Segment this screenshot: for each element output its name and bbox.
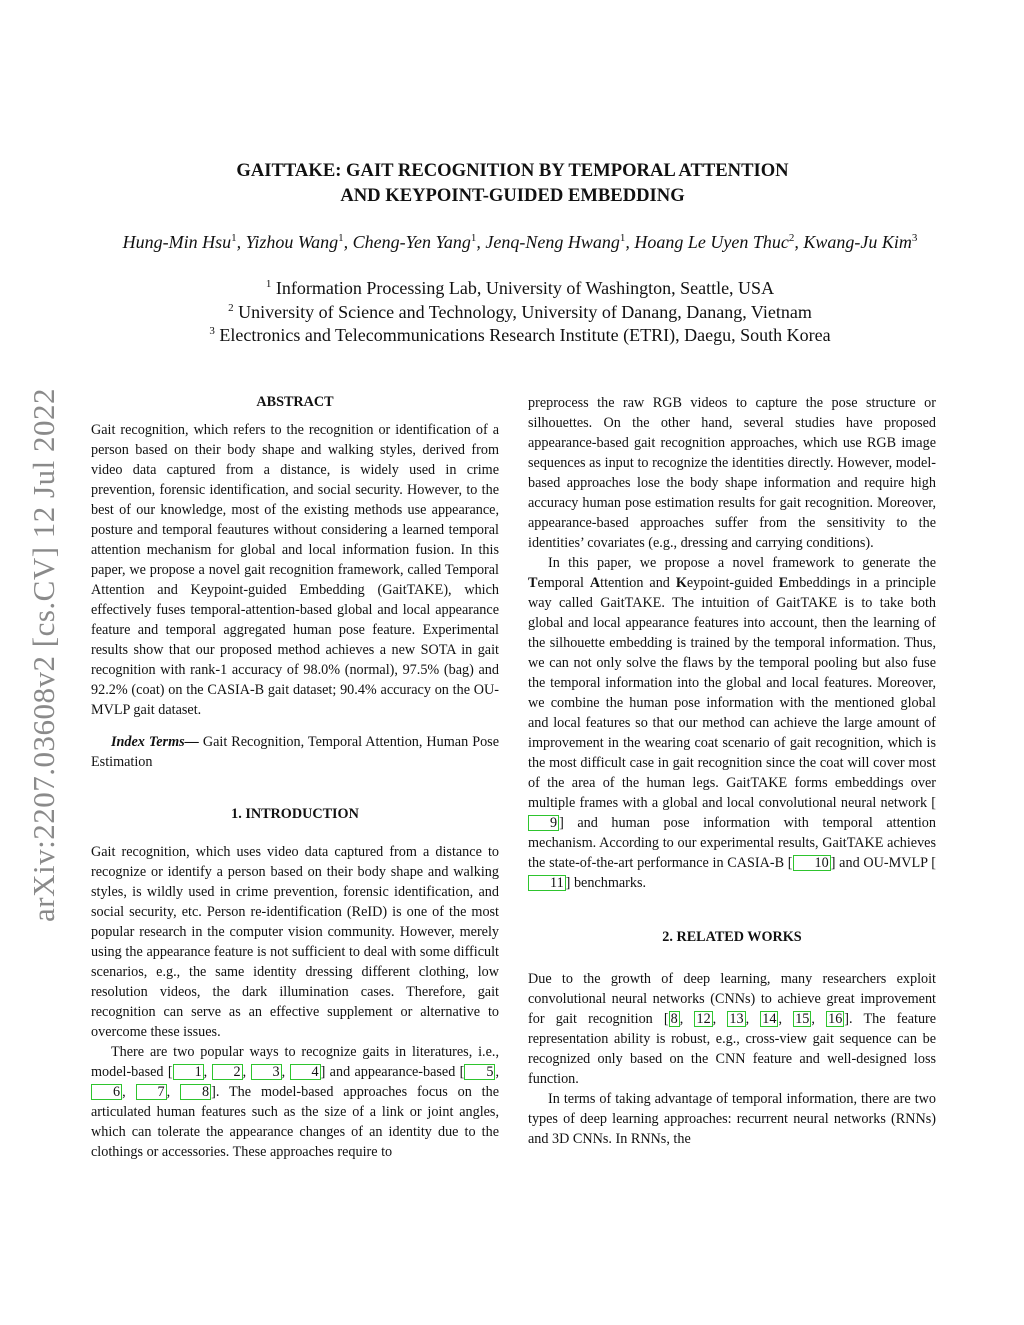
paper-title (120, 158, 905, 208)
right-column (528, 393, 936, 1149)
author-name: Jenq-Neng Hwang (485, 232, 620, 252)
citation-link[interactable]: 1 (173, 1064, 204, 1080)
introduction-heading: 1. INTRODUCTION (231, 806, 359, 822)
citation-link[interactable]: 10 (793, 855, 831, 871)
citation-link[interactable]: 16 (828, 1011, 843, 1027)
text-run: emporal (537, 575, 590, 591)
citation-link[interactable]: 2 (212, 1064, 243, 1080)
text-run: mbeddings in a principle way called GaitTAKE. The intuition of GaitTAKE is to take both global and local appearance features into account, then the learning of the silhouette embedding is trained by the temporal information. Thus, we can not only solve the flaws by the temporal pooling but also fuse the temporal information into the global and local features. Moreover, we combine the human pose information with the mentioned global and local features so that our method can achieve the large amount of improvement in the wearing coat scenario of gait recognition, which is the most difficult case in gait recognition since the coat will cover most of the area of the human legs. GaitTAKE forms embeddings over multiple frames with a global and local convolutional neural network [ (528, 575, 936, 811)
affiliation-number: 1 (265, 278, 272, 290)
author-affiliation-mark: 3 (911, 232, 918, 244)
citation-link[interactable]: 14 (762, 1011, 777, 1027)
author-name: Hung-Min Hsu (122, 232, 232, 252)
intro-paragraph-4 (528, 553, 936, 893)
affiliation-text: Information Processing Lab, University of Washington, Seattle, USA (275, 278, 775, 298)
text-run: ] and OU-MVLP [ (830, 855, 936, 871)
index-terms (91, 732, 499, 772)
arxiv-sidebar (22, 365, 66, 945)
text-run: ttention and (600, 575, 676, 591)
citation-link[interactable]: 15 (795, 1011, 810, 1027)
intro-paragraph-1: Gait recognition, which uses video data captured from a distance to recognize or identify a person based on their body shape and walking styles, is wildly used in crime prevention, forensic identification, and social security, etc. Person re-identification (ReID) is one of the most popular research in the computer vision community. However, merely using the appearance feature is not sufficient to deal with some difficult scenarios, e.g., the same identity dressing different clothing, low resolution videos, the dark illumination cases. Therefore, gait recognition can serve as an effective supplement or alternative to overcome these issues. (91, 844, 499, 1040)
citation-link[interactable]: 5 (464, 1064, 495, 1080)
citation-link[interactable]: 4 (290, 1064, 321, 1080)
left-column (91, 390, 499, 1162)
affiliation (80, 324, 960, 348)
citation-link[interactable]: 12 (696, 1011, 711, 1027)
affiliation-number: 2 (228, 301, 234, 314)
affiliation-text: University of Science and Technology, University of Danang, Danang, Vietnam (238, 301, 812, 322)
index-terms-text: Gait Recognition, Temporal Attention, Human Pose Estimation (91, 734, 500, 770)
affiliation-text: Electronics and Telecommunications Research Institute (ETRI), Daegu, South Korea (219, 325, 831, 345)
author-affiliation-mark: 1 (470, 232, 477, 244)
text-run: Due to the growth of deep learning, many researchers exploit convolutional neural networks (CNNs) to achieve great improvement for gait recognition [ (528, 971, 936, 1027)
author-name: Hoang Le Uyen Thuc (634, 232, 789, 252)
index-terms-label: Index Terms— (111, 734, 199, 750)
acronym-letter: T (528, 575, 538, 591)
acronym-letter: A (589, 575, 601, 591)
affiliation (80, 301, 960, 325)
text-run: ]. The model-based approaches focus on the articulated human features such as the size of a link or joint angles, which can tolerate the appearance changes of an identity due to the clothings or accessories. These approaches require to (91, 1084, 499, 1160)
acronym-letter: E (778, 575, 789, 591)
text-run: There are two popular ways to recognize gaits in literatures, i.e., model-based [ (91, 1044, 499, 1080)
related-works-heading: 2. RELATED WORKS (662, 929, 802, 945)
author-name: Kwang-Ju Kim (803, 232, 912, 252)
acronym-letter: K (675, 575, 687, 591)
author-affiliation-mark: 2 (788, 232, 795, 244)
arxiv-identifier: arXiv:2207.03608v2 [cs.CV] 12 Jul 2022 (26, 388, 61, 922)
text-run: ] and human pose information with temporal attention mechanism. According to our experimental results, GaitTAKE achieves the state-of-the-art performance in CASIA-B [ (528, 815, 936, 871)
affiliation (80, 277, 960, 301)
intro-paragraph-2: There are two popular ways to recognize gaits in literatures, i.e., model-based [ 1 , 2 , 3 , 4 ] and appearance-based [ 5 , 6 , 7 , 8 ]. The model-based approaches focus on the articulated human features such as the size of a link or joint angles, which can tolerate the appearance changes of an identity due to the clothings or accessories. These approaches require to (91, 1044, 500, 1160)
citation-link[interactable]: 9 (528, 815, 559, 831)
text-run: eypoint-guided (686, 575, 779, 591)
citation-link[interactable]: 8 (670, 1011, 678, 1027)
text-run: ] benchmarks. (565, 875, 647, 891)
citation-link[interactable]: 6 (91, 1084, 122, 1100)
author-affiliation-mark: 1 (619, 232, 626, 244)
citation-link[interactable]: 13 (729, 1011, 744, 1027)
author-name: Cheng-Yen Yang (352, 232, 471, 252)
related-paragraph-1: Due to the growth of deep learning, many researchers exploit convolutional neural networks (CNNs) to achieve great improvement for gait recognition [ 8 , 12 , 13 , 14 , 15 , 16 ]. The feature representation ability is robust, e.g., cross-view gait sequence can be recognized only based on the CNN feature and well-designed loss function. (528, 971, 937, 1087)
citation-link[interactable]: 11 (528, 875, 566, 891)
affiliation-list (80, 277, 960, 348)
author-affiliation-mark: 1 (338, 232, 344, 244)
author-affiliation-mark: 1 (231, 232, 237, 244)
author-list: Hung-Min Hsu$^1$, Yizhou Wang$^1$, Cheng-Yen Yang$^1$, Jenq-Neng Hwang$^1$, Hoang Le Uyen Thuc$^2$, Kwang-Ju Kim$^3$ (122, 232, 918, 252)
citation-link[interactable]: 8 (180, 1084, 211, 1100)
citation-link[interactable]: 7 (136, 1084, 167, 1100)
affiliation-number: 3 (209, 325, 215, 337)
text-run: In this paper, we propose a novel framework to generate the (548, 555, 936, 571)
text-run: ] and appearance-based [ (320, 1064, 465, 1080)
title-line-2: AND KEYPOINT-GUIDED EMBEDDING (340, 185, 685, 206)
abstract-text: Gait recognition, which refers to the recognition or identification of a person based on their body shape and walking styles, derived from video data captured from a distance, is widely used in crime prevention, forensic identification, and social security. However, to the best of our knowledge, most of the existing methods use appearance, posture and temporal feautures without considering a learned temporal attention mechanism for global and local information fusion. In this paper, we propose a novel gait recognition framework, called Temporal Attention and Keypoint-guided Embedding (GaitTAKE), which effectively fuses temporal-attention-based global and local appearance feature and temporal aggregated human pose feature. Experimental results show that our proposed method achieves a new SOTA in gait recognition with rank-1 accuracy of 98.0% (normal), 97.5% (bag) and 92.2% (coat) on the CASIA-B gait dataset; 90.4% accuracy on the OU-MVLP gait dataset. (91, 422, 499, 718)
author-name: Yizhou Wang (245, 232, 339, 252)
citation-link[interactable]: 3 (251, 1064, 282, 1080)
text-run: ]. The feature representation ability is robust, e.g., cross-view gait sequence can be recognized only based on the CNN feature and well-designed loss function. (528, 1011, 937, 1087)
abstract-heading: ABSTRACT (256, 394, 334, 410)
title-line-1: GAITTAKE: GAIT RECOGNITION BY TEMPORAL ATTENTION (236, 160, 789, 181)
related-paragraph-2: In terms of taking advantage of temporal information, there are two types of deep learning approaches: recurrent neural networks (RNNs) and 3D CNNs. In RNNs, the (528, 1091, 936, 1147)
intro-paragraph-3: preprocess the raw RGB videos to capture the pose structure or silhouettes. On the other hand, several studies have proposed appearance-based gait recognition approaches, which use RGB image sequences as input to recognize the identities directly. However, model-based approaches lose the body shape information and require high accuracy human pose estimation results for gait recognition. Moreover, appearance-based approaches suffer from the sensitivity to the identities’ covariates (e.g., dressing and carrying conditions). (528, 395, 936, 551)
